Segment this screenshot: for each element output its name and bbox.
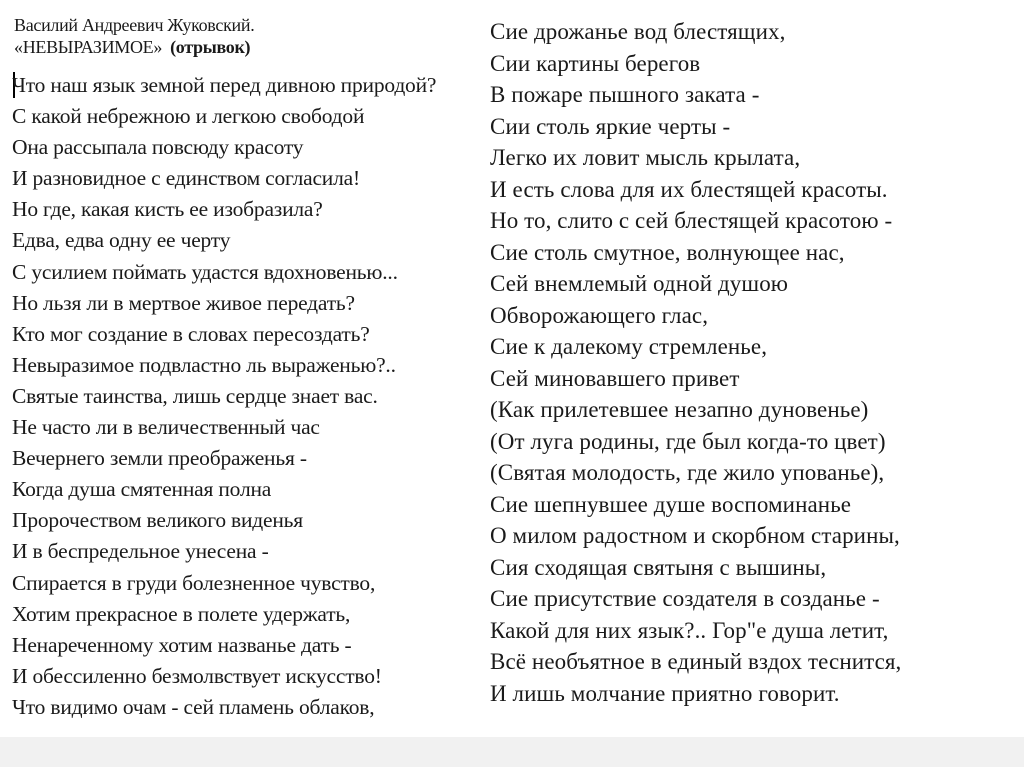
bottom-margin-band [0, 737, 1024, 767]
poem-line: Какой для них язык?.. Гор"е душа летит, [490, 617, 889, 643]
poem-line: Вечернего земли преображенья - [12, 446, 307, 471]
poem-line: И разновидное с единством согласила! [12, 166, 360, 191]
poem-subtitle: (отрывок) [170, 37, 251, 57]
poem-line: В пожаре пышного заката - [490, 82, 760, 107]
poem-line: Обворожающего глас, [490, 302, 709, 328]
poem-line: Сие шепнувшее душе воспоминанье [490, 491, 852, 517]
poem-line: И обессиленно безмолвствует искусство! [12, 663, 382, 688]
poem-title: «НЕВЫРАЗИМОЕ» [14, 37, 163, 57]
poem-line: Едва, едва одну ее черту [12, 228, 231, 253]
poem-line: Сей миновавшего привет [490, 365, 740, 391]
poem-line: Сии столь яркие черты - [490, 113, 731, 139]
poem-line: Хотим прекрасное в полете удержать, [12, 601, 351, 626]
poem-line: Сие столь смутное, волнующее нас, [490, 239, 845, 265]
poem-line: Святые таинства, лишь сердце знает вас. [12, 383, 378, 408]
poem-line: Ненареченному хотим названье дать - [12, 632, 352, 657]
poem-line: Сей внемлемый одной душою [490, 271, 789, 296]
poem-line: Но льзя ли в мертвое живое передать? [12, 290, 355, 315]
poem-line: (От луга родины, где был когда-то цвет) [490, 428, 886, 454]
poem-line: С усилием поймать удастся вдохновенью... [12, 259, 398, 284]
poem-line: Пророчеством великого виденья [12, 508, 303, 533]
poem-left-column [12, 70, 487, 718]
poem-line: Сия сходящая святыня с вышины, [490, 554, 827, 580]
poem-line: (Как прилетевшее незапно дуновенье) [490, 397, 869, 422]
poem-line: Сие дрожанье вод блестящих, [490, 19, 786, 44]
author-name: Василий Андреевич Жуковский. [14, 15, 255, 35]
poem-line: Сие присутствие создателя в созданье - [490, 586, 880, 611]
poem-line: С какой небрежною и легкою свободой [12, 104, 365, 129]
poem-right-column [490, 16, 1020, 709]
poem-line: Кто мог создание в словах пересоздать? [12, 321, 370, 346]
poem-line: Что видимо очам - сей пламень облаков, [12, 694, 375, 718]
poem-line: Невыразимое подвластно ль выраженью?.. [12, 352, 396, 377]
poem-line: И есть слова для их блестящей красоты. [490, 176, 888, 202]
poem-line: Когда душа смятенная полна [12, 477, 272, 502]
poem-line: Всё необъятное в единый вздох теснится, [490, 649, 902, 674]
poem-line: Что наш язык земной перед дивною природой? [12, 73, 437, 97]
poem-line: И в беспредельное унесена - [12, 539, 269, 564]
poem-line: Но где, какая кисть ее изобразила? [12, 197, 323, 222]
poem-line: И лишь молчание приятно говорит. [490, 680, 840, 706]
poem-line: Спирается в груди болезненное чувство, [12, 570, 376, 595]
poem-title-line [14, 36, 474, 58]
poem-line: Не часто ли в величественный час [12, 415, 320, 440]
poem-line: Но то, слито с сей блестящей красотою - [490, 208, 893, 233]
poem-line: Она рассыпала повсюду красоту [12, 135, 304, 160]
poem-line: Сии картины берегов [490, 50, 701, 76]
poem-line: О милом радостном и скорбном старины, [490, 523, 900, 548]
poem-line: (Святая молодость, где жило упованье), [490, 460, 885, 485]
poem-line: Сие к далекому стремленье, [490, 334, 768, 359]
poem-line: Легко их ловит мысль крылата, [490, 145, 801, 170]
poem-header [14, 14, 474, 58]
